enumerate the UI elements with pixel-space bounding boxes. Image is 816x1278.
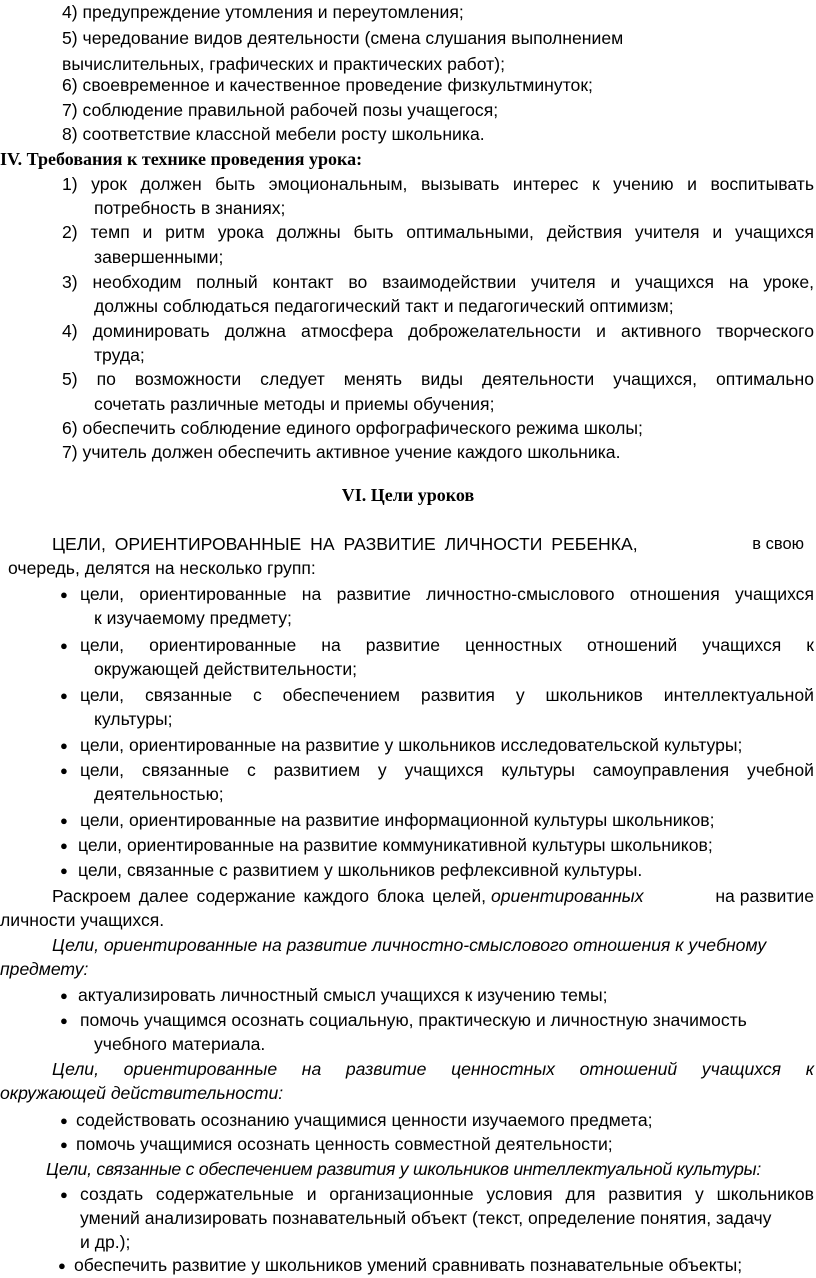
section-heading: VI. Цели уроков <box>341 485 475 505</box>
list-item: цели, связанные с развитием у учащихся культуры самоуправления учебной <box>80 760 814 780</box>
paragraph-text: Раскроем далее содержание каждого блока целей, <box>52 886 487 906</box>
list-item: цели, ориентированные на развитие личностно-смыслового отношения учащихся <box>80 584 814 604</box>
section-heading: IV. Требования к технике проведения урока: <box>0 149 363 169</box>
list-item: цели, ориентированные на развитие коммуникативной культуры школьников; <box>78 835 713 855</box>
list-item: 6) своевременное и качественное проведение физкультминуток; <box>62 75 593 95</box>
list-item: труда; <box>94 345 145 365</box>
bullet-icon: ● <box>60 988 68 1003</box>
list-item: завершенными; <box>94 247 224 267</box>
list-item: потребность в знаниях; <box>94 198 286 218</box>
paragraph-text: на развитие <box>715 886 814 906</box>
intro-rest: в свою <box>752 535 804 553</box>
group-title: Цели, связанные с обеспечением развития у школьников интеллектуальной культуры: <box>46 1159 762 1179</box>
list-item: 6) обеспечить соблюдение единого орфографического режима школы; <box>62 418 643 438</box>
list-item: помочь учащимися осознать ценность совместной деятельности; <box>76 1134 613 1154</box>
intro-paragraph-line: очередь, делятся на несколько групп: <box>8 558 316 578</box>
list-item: цели, связанные с развитием у школьников рефлексивной культуры. <box>78 860 643 880</box>
list-item: цели, ориентированные на развитие ценностных отношений учащихся к <box>80 635 814 655</box>
list-item: создать содержательные и организационные условия для развития у школьников <box>80 1184 814 1204</box>
bullet-icon: ● <box>60 813 68 828</box>
bullet-icon: ● <box>58 1258 66 1273</box>
bullet-icon: ● <box>60 587 68 602</box>
list-item: 2) темп и ритм урока должны быть оптимальными, действия учителя и учащихся <box>62 222 814 242</box>
list-item: вычислительных, графических и практических работ); <box>62 54 505 74</box>
list-item: к изучаемому предмету; <box>94 608 292 628</box>
list-item: цели, ориентированные на развитие информационной культуры школьников; <box>80 810 715 830</box>
list-item: 4) доминировать должна атмосфера доброжелательности и активного творческого <box>62 321 814 341</box>
group-title: Цели, ориентированные на развитие личностно-смыслового отношения к учебному <box>52 935 767 955</box>
list-item: 5) по возможности следует менять виды деятельности учащихся, оптимально <box>62 369 814 389</box>
list-item: актуализировать личностный смысл учащихся к изучению темы; <box>78 985 608 1005</box>
bullet-icon: ● <box>60 1013 68 1028</box>
list-item: сочетать различные методы и приемы обучения; <box>94 394 495 414</box>
list-item: обеспечить развитие у школьников умений сравнивать познавательные объекты; <box>74 1255 743 1275</box>
list-item: должны соблюдаться педагогический такт и педагогический оптимизм; <box>94 296 674 316</box>
list-item: 7) учитель должен обеспечить активное учение каждого школьника. <box>62 442 621 462</box>
group-title: Цели, ориентированные на развитие ценностных отношений учащихся к <box>52 1059 814 1079</box>
list-item: 4) предупреждение утомления и переутомления; <box>62 2 464 22</box>
bullet-icon: ● <box>60 738 68 753</box>
intro-paragraph <box>52 532 804 557</box>
bullet-icon: ● <box>60 688 68 703</box>
intro-caps: ЦЕЛИ, ОРИЕНТИРОВАННЫЕ НА РАЗВИТИЕ ЛИЧНОСТИ РЕБЕНКА, <box>52 534 638 554</box>
bullet-icon: ● <box>60 863 68 878</box>
list-item: культуры; <box>94 709 173 729</box>
paragraph-emphasis: ориентированных <box>490 886 644 906</box>
group-title: предмету: <box>0 959 89 979</box>
list-item: содействовать осознанию учащимися ценности изучаемого предмета; <box>76 1110 653 1130</box>
paragraph-line: личности учащихся. <box>0 910 165 930</box>
group-title: окружающей действительности: <box>0 1083 284 1103</box>
bullet-icon: ● <box>60 1137 68 1152</box>
list-item: и др.); <box>80 1232 131 1252</box>
list-item: 3) необходим полный контакт во взаимодействии учителя и учащихся на уроке, <box>62 272 814 292</box>
list-item: умений анализировать познавательный объект (текст, определение понятия, задачу <box>80 1208 772 1228</box>
bullet-icon: ● <box>60 763 68 778</box>
list-item: 1) урок должен быть эмоциональным, вызывать интерес к учению и воспитывать <box>62 174 814 194</box>
list-item: цели, связанные с обеспечением развития у школьников интеллектуальной <box>80 685 814 705</box>
bullet-icon: ● <box>60 638 68 653</box>
bullet-icon: ● <box>60 1187 68 1202</box>
bullet-icon: ● <box>60 1113 68 1128</box>
list-item: помочь учащимся осознать социальную, практическую и личностную значимость <box>80 1010 747 1030</box>
list-item: цели, ориентированные на развитие у школьников исследовательской культуры; <box>80 735 743 755</box>
list-item: учебного материала. <box>94 1034 266 1054</box>
bullet-icon: ● <box>60 838 68 853</box>
list-item: 5) чередование видов деятельности (смена слушания выполнением <box>62 28 624 48</box>
list-item: 8) соответствие классной мебели росту школьника. <box>62 124 485 144</box>
list-item: окружающей действительности; <box>94 659 358 679</box>
list-item: 7) соблюдение правильной рабочей позы учащегося; <box>62 100 499 120</box>
list-item: деятельностью; <box>94 784 224 804</box>
paragraph <box>52 884 814 909</box>
